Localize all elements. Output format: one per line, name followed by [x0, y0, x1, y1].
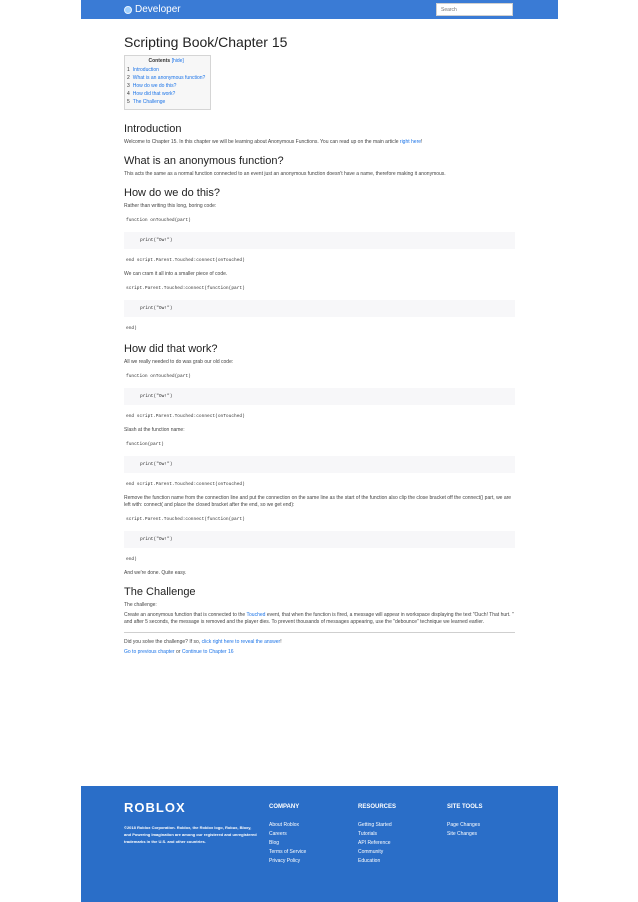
toc-item-introduction[interactable]: 1 Introduction	[127, 67, 159, 73]
footer-link[interactable]: API Reference	[358, 840, 391, 846]
challenge-paragraph: Create an anonymous function that is connected to the Touched event, that when the function is fired, a message will appear in workspace displaying the text "Ouch! That hurt. " and after 5 seconds, the message is removed and the player dies. To prevent thousands of messages appearing, use the "debounce" technique we learned earlier.	[124, 612, 514, 625]
site-footer	[81, 786, 558, 902]
howdid-text-3: Remove the function name from the connection line and put the connection on the same line as the start of the function also clip the close bracket off the connect() part, we are left with: connect( and place the closed bracket after the end, so we get end):	[124, 495, 512, 508]
howdo-text-2: We can cram it all into a smaller piece of code.	[124, 271, 228, 277]
code-line: function onTouched(part)	[126, 374, 191, 379]
howdo-text-1: Rather than writing this long, boring code:	[124, 203, 217, 209]
logo-text: Developer	[135, 4, 181, 15]
previous-chapter-link[interactable]: Go to previous chapter	[124, 649, 175, 655]
footer-link[interactable]: Education	[358, 858, 381, 864]
top-nav-bar	[81, 0, 558, 19]
heading-how-do-we: How do we do this?	[124, 187, 220, 199]
intro-paragraph: Welcome to Chapter 15. In this chapter we will be learning about Anonymous Functions. You can read up on the main article right here!	[124, 139, 423, 145]
code-block: print("Ow!")	[124, 456, 515, 473]
footer-link[interactable]: Terms of Service	[269, 849, 307, 855]
footer-link[interactable]: Page Changes	[447, 822, 481, 828]
code-line: script.Parent.Touched:connect(function(part)	[126, 286, 245, 291]
page-title: Scripting Book/Chapter 15	[124, 34, 288, 50]
footer-resources-column	[358, 804, 396, 866]
challenge-intro: The challenge:	[124, 602, 157, 608]
howdid-text-2: Slash at the function name:	[124, 427, 185, 433]
footer-link[interactable]: About Roblox	[269, 822, 300, 828]
code-block: print("Ow!")	[124, 300, 515, 317]
touched-link[interactable]: Touched	[246, 612, 266, 618]
heading-introduction: Introduction	[124, 123, 182, 135]
developer-logo[interactable]	[124, 4, 181, 15]
howdid-text-1: All we really needed to do was grab our old code:	[124, 359, 234, 365]
footer-link[interactable]: Site Changes	[447, 831, 478, 837]
code-line: function(part)	[126, 442, 164, 447]
next-chapter-link[interactable]: Continue to Chapter 16	[181, 649, 234, 655]
toc-title	[127, 58, 205, 64]
toc-item-challenge[interactable]: 5 The Challenge	[127, 99, 166, 105]
chapter-nav: Go to previous chapter or Continue to Chapter 16	[124, 649, 234, 655]
search-input[interactable]	[436, 3, 513, 16]
footer-site-tools-column	[447, 804, 483, 839]
toc-hide-link[interactable]: [hide]	[171, 58, 184, 64]
heading-how-did-that-work: How did that work?	[124, 343, 218, 355]
divider	[124, 632, 515, 633]
code-line: function onTouched(part)	[126, 218, 191, 223]
code-line: end script.Parent.Touched:connect(onTouched)	[126, 482, 245, 487]
toc-heading: Contents	[148, 58, 171, 64]
footer-link[interactable]: Careers	[269, 831, 287, 837]
toc-item-how-do-we[interactable]: 3 How do we do this?	[127, 83, 177, 89]
company-title: COMPANY	[269, 804, 300, 810]
footer-link[interactable]: Getting Started	[358, 822, 392, 828]
roblox-logo-icon	[124, 6, 132, 14]
code-block: print("Ow!")	[124, 388, 515, 405]
article-content	[124, 34, 515, 659]
code-block: print("Ow!")	[124, 531, 515, 548]
reveal-answer-link[interactable]: click right here to reveal the answer	[201, 639, 281, 645]
footer-link[interactable]: Privacy Policy	[269, 858, 301, 864]
footer-link[interactable]: Community	[358, 849, 384, 855]
footer-link[interactable]: Tutorials	[358, 831, 377, 837]
code-line: end)	[126, 326, 137, 331]
heading-anonymous-function: What is an anonymous function?	[124, 155, 284, 167]
code-line: end script.Parent.Touched:connect(onTouched)	[126, 258, 245, 263]
heading-challenge: The Challenge	[124, 586, 196, 598]
main-article-link[interactable]: right here	[399, 139, 422, 145]
howdid-text-4: And we're done. Quite easy.	[124, 570, 187, 576]
anonymous-paragraph: This acts the same as a normal function connected to an event just an anonymous function doesn't have a name, therefore making it anonymous.	[124, 171, 446, 177]
code-line: end script.Parent.Touched:connect(onTouched)	[126, 414, 245, 419]
roblox-brand[interactable]: ROBLOX	[124, 800, 186, 815]
toc-item-anonymous-function[interactable]: 2 What is an anonymous function?	[127, 75, 206, 81]
code-block: print("Ow!")	[124, 232, 515, 249]
toc-item-how-did-that-work[interactable]: 4 How did that work?	[127, 91, 176, 97]
code-line: script.Parent.Touched:connect(function(part)	[126, 517, 245, 522]
footer-link[interactable]: Blog	[269, 840, 280, 846]
solved-paragraph: Did you solve the challenge? If so, click right here to reveal the answer!	[124, 639, 282, 645]
legal-text: ©2018 Roblox Corporation. Roblox, the Roblox logo, Robux, Bloxy, and Powering Imagination are among our registered and unregistered trademarks in the U.S. and other countries.	[124, 825, 257, 844]
footer-company-column	[269, 804, 306, 866]
table-of-contents	[124, 55, 211, 110]
code-line: end)	[126, 557, 137, 562]
resources-title: RESOURCES	[358, 804, 397, 810]
site-tools-title: SITE TOOLS	[447, 804, 483, 810]
